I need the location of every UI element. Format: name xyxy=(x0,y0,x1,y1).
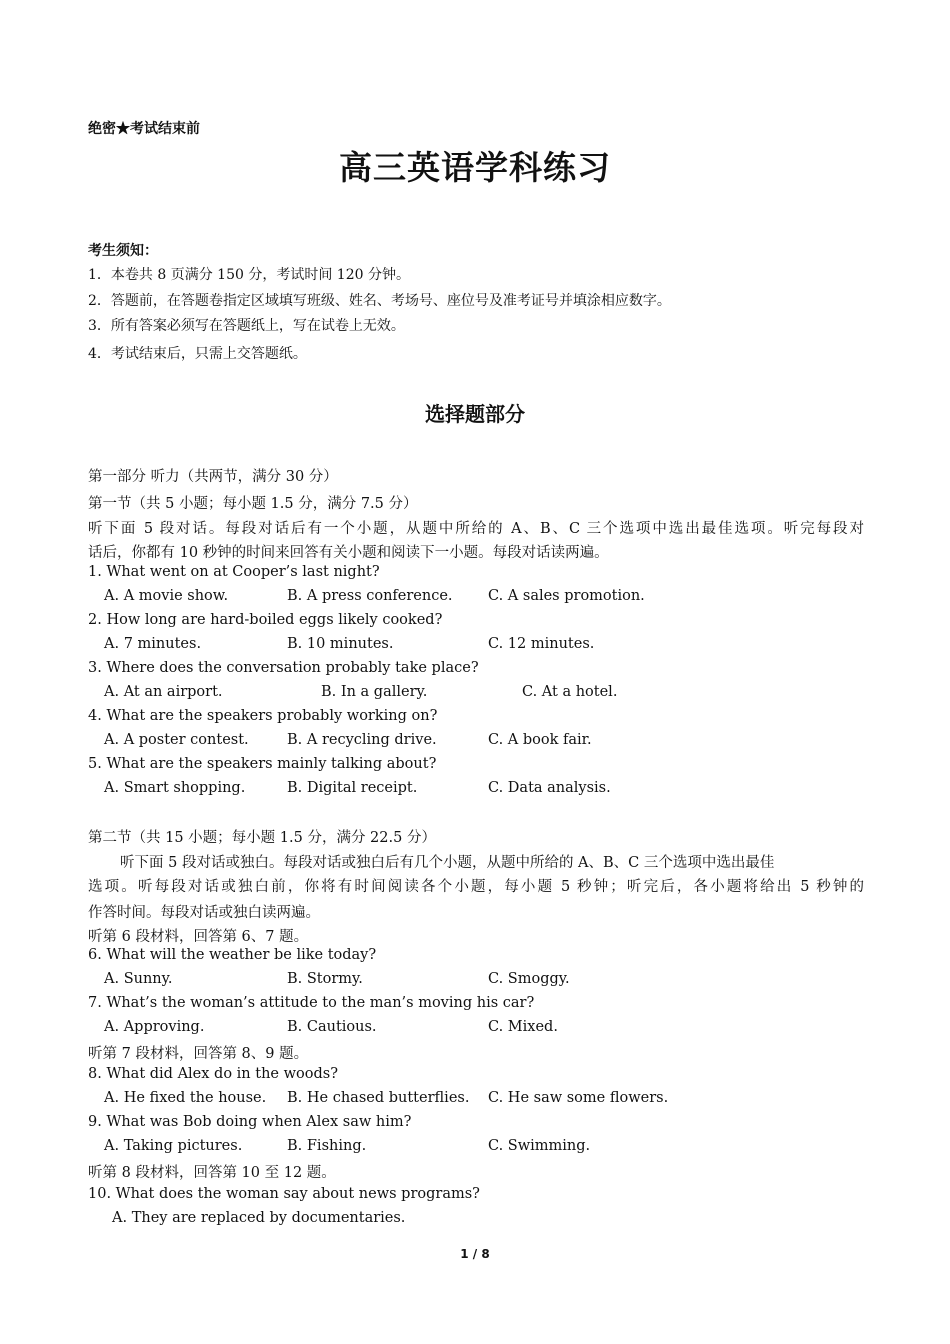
option-a: A. 7 minutes. xyxy=(104,636,202,652)
option-b: B. 10 minutes. xyxy=(287,636,394,652)
instruction-line: 作答时间。每段对话或独白读两遍。 xyxy=(88,905,320,921)
option-c: C. Mixed. xyxy=(488,1019,558,1035)
notice-item: 3．所有答案必须写在答题纸上，写在试卷上无效。 xyxy=(88,318,405,334)
option-a: A. He fixed the house. xyxy=(104,1090,267,1106)
option-a: A. They are replaced by documentaries. xyxy=(112,1210,406,1226)
section-title: 选择题部分 xyxy=(425,402,525,426)
option-c: C. At a hotel. xyxy=(522,684,618,700)
instruction-line: 听下面 5 段对话。每段对话后有一个小题，从题中所给的 A、B、C 三个选项中选出最佳选项。听完每段对 xyxy=(88,521,864,537)
question-4: 4. What are the speakers probably working on? xyxy=(88,708,438,724)
page-title: 高三英语学科练习 xyxy=(339,148,611,187)
option-a: A. A poster contest. xyxy=(104,732,249,748)
subsection-heading: 第一节（共 5 小题；每小题 1.5 分，满分 7.5 分） xyxy=(88,496,418,512)
option-a: A. A movie show. xyxy=(104,588,229,604)
notice-item: 2．答题前，在答题卷指定区域填写班级、姓名、考场号、座位号及准考证号并填涂相应数字。 xyxy=(88,293,671,309)
option-c: C. 12 minutes. xyxy=(488,636,595,652)
option-b: B. In a gallery. xyxy=(321,684,428,700)
option-b: B. He chased butterflies. xyxy=(287,1090,470,1106)
question-8: 8. What did Alex do in the woods? xyxy=(88,1066,338,1082)
option-b: B. Fishing. xyxy=(287,1138,367,1154)
question-3: 3. Where does the conversation probably take place? xyxy=(88,660,479,676)
option-a: A. Taking pictures. xyxy=(104,1138,243,1154)
question-5: 5. What are the speakers mainly talking about? xyxy=(88,756,437,772)
subsection-heading: 第二节（共 15 小题；每小题 1.5 分，满分 22.5 分） xyxy=(88,830,436,846)
question-2: 2. How long are hard-boiled eggs likely cooked? xyxy=(88,612,443,628)
option-c: C. A sales promotion. xyxy=(488,588,645,604)
instruction-line: 听下面 5 段对话或独白。每段对话或独白后有几个小题，从题中所给的 A、B、C 三个选项中选出最佳 xyxy=(120,855,775,871)
question-7: 7. What’s the woman’s attitude to the man’s moving his car? xyxy=(88,995,535,1011)
option-b: B. A press conference. xyxy=(287,588,453,604)
option-b: B. Digital receipt. xyxy=(287,780,418,796)
option-b: B. A recycling drive. xyxy=(287,732,437,748)
confidential-label: 绝密★考试结束前 xyxy=(88,121,200,137)
option-c: C. He saw some flowers. xyxy=(488,1090,669,1106)
instruction-line: 话后，你都有 10 秒钟的时间来回答有关小题和阅读下一小题。每段对话读两遍。 xyxy=(88,545,609,561)
page-number: 1 / 8 xyxy=(460,1247,490,1261)
option-a: A. Smart shopping. xyxy=(104,780,246,796)
question-9: 9. What was Bob doing when Alex saw him? xyxy=(88,1114,412,1130)
material-note: 听第 8 段材料，回答第 10 至 12 题。 xyxy=(88,1165,336,1181)
option-a: A. Approving. xyxy=(104,1019,205,1035)
part-heading: 第一部分 听力（共两节，满分 30 分） xyxy=(88,469,338,485)
option-c: C. Swimming. xyxy=(488,1138,591,1154)
instruction-line: 选项。听每段对话或独白前，你将有时间阅读各个小题，每小题 5 秒钟；听完后，各小题将给出 5 秒钟的 xyxy=(88,879,864,895)
question-1: 1. What went on at Cooper’s last night? xyxy=(88,564,380,580)
question-10: 10. What does the woman say about news programs? xyxy=(88,1186,480,1202)
option-a: A. Sunny. xyxy=(104,971,173,987)
option-c: C. A book fair. xyxy=(488,732,592,748)
notice-heading: 考生须知： xyxy=(88,243,158,259)
option-b: B. Cautious. xyxy=(287,1019,377,1035)
option-b: B. Stormy. xyxy=(287,971,363,987)
notice-item: 1．本卷共 8 页满分 150 分，考试时间 120 分钟。 xyxy=(88,267,410,283)
material-note: 听第 7 段材料，回答第 8、9 题。 xyxy=(88,1046,309,1062)
option-a: A. At an airport. xyxy=(104,684,223,700)
option-c: C. Smoggy. xyxy=(488,971,570,987)
material-note: 听第 6 段材料，回答第 6、7 题。 xyxy=(88,929,309,945)
question-6: 6. What will the weather be like today? xyxy=(88,947,377,963)
notice-item: 4．考试结束后，只需上交答题纸。 xyxy=(88,346,307,362)
option-c: C. Data analysis. xyxy=(488,780,611,796)
